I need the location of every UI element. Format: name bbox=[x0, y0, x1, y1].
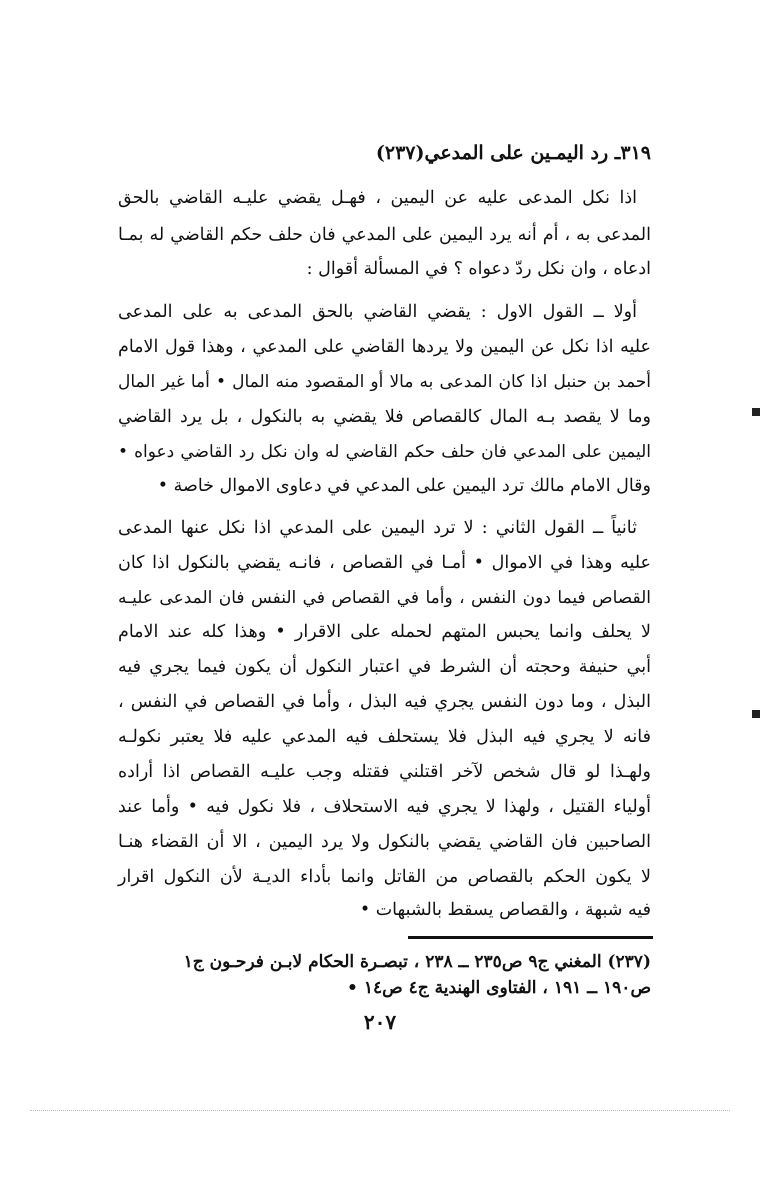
paragraph-line: وقال الامام مالك ترد اليمين على المدعي في دعاوى الاموال خاصة • bbox=[157, 476, 651, 496]
paragraph-line: القصاص فيما دون النفس ، وأما في القصاص في النفس فان المدعى عليـه bbox=[118, 588, 651, 608]
paragraph-line: فانه لا يجري فيه البذل فلا يستحلف فيه المدعي عليه فلا يعتبر نكولـه bbox=[118, 727, 651, 747]
paragraph-line: المدعى به ، أم أنه يرد اليمين على المدعي فان حلف حكم القاضي له بمـا bbox=[118, 225, 651, 245]
footnote-line: ص١٩٠ ــ ١٩١ ، الفتاوى الهندية ج٤ ص١٤ • bbox=[347, 978, 651, 998]
scan-noise-line bbox=[30, 1110, 730, 1113]
section-heading: ٣١٩ـ رد اليمـين على المدعي(٢٣٧) bbox=[375, 142, 651, 164]
paragraph-line: لا يحلف وانما يحبس المتهم لحمله على الاقرار • وهذا كله عند الامام bbox=[118, 622, 651, 642]
footnote-separator bbox=[408, 936, 653, 939]
paragraph-line: أولياء القتيل ، ولهذا لا يجري فيه الاستحلاف ، فلا نكول فيه • وأما عند bbox=[118, 797, 651, 817]
paragraph-line: الصاحبين فان القاضي يقضي بالنكول ولا يرد اليمين ، الا أن القضاء هنـا bbox=[118, 832, 651, 852]
paragraph-line: اذا نكل المدعى عليه عن اليمين ، فهـل يقضي عليـه القاضي بالحق bbox=[118, 188, 637, 208]
paragraph-line: ادعاه ، وان نكل ردّ دعواه ؟ في المسألة أقوال : bbox=[306, 259, 651, 279]
paragraph-line: لا يكون الحكم بالقصاص من القاتل وانما بأداء الديـة لأن النكول اقرار bbox=[118, 867, 651, 887]
paragraph-line: اليمين على المدعي فان حلف حكم القاضي له وان نكل رد القاضي دعواه • bbox=[118, 442, 651, 462]
paragraph-line: أحمد بن حنبل اذا كان المدعى به مالا أو المقصود منه المال • أما غير المال bbox=[118, 372, 651, 392]
footnote-line: (٢٣٧) المغني ج٩ ص٢٣٥ ــ ٢٣٨ ، تبصـرة الحكام لابـن فرحـون ج١ bbox=[183, 952, 651, 972]
paragraph-line: ثانياً ــ القول الثاني : لا ترد اليمين على المدعي اذا نكل عنها المدعى bbox=[118, 518, 637, 538]
paragraph-line: ولهـذا لو قال شخص لآخر اقتلني فقتله وجب عليـه القصاص اذا أراده bbox=[118, 762, 651, 782]
page-number: ٢٠٧ bbox=[363, 1010, 397, 1034]
margin-mark bbox=[752, 710, 760, 718]
paragraph-line: أولا ــ القول الاول : يقضي القاضي بالحق المدعى به على المدعى bbox=[118, 302, 637, 322]
margin-mark bbox=[752, 408, 760, 416]
paragraph-line: البذل ، وما دون النفس يجري فيه البذل ، وأما في القصاص في النفس ، bbox=[118, 692, 651, 712]
paragraph-line: عليه وهذا في الاموال • أمـا في القصاص ، فانـه يقضي بالنكول اذا كان bbox=[118, 553, 651, 573]
paragraph-line: أبي حنيفة وحجته أن الشرط في اعتبار النكول أن يكون فيما يجري فيه bbox=[118, 657, 651, 677]
paragraph-line: عليه اذا نكل عن اليمين ولا يردها القاضي على المدعي ، وهذا قول الامام bbox=[118, 337, 651, 357]
paragraph-line: فيه شبهة ، والقصاص يسقط بالشبهات • bbox=[359, 900, 651, 920]
paragraph-line: وما لا يقصد بـه المال كالقصاص فلا يقضي به بالنكول ، بل يرد القاضي bbox=[118, 407, 651, 427]
